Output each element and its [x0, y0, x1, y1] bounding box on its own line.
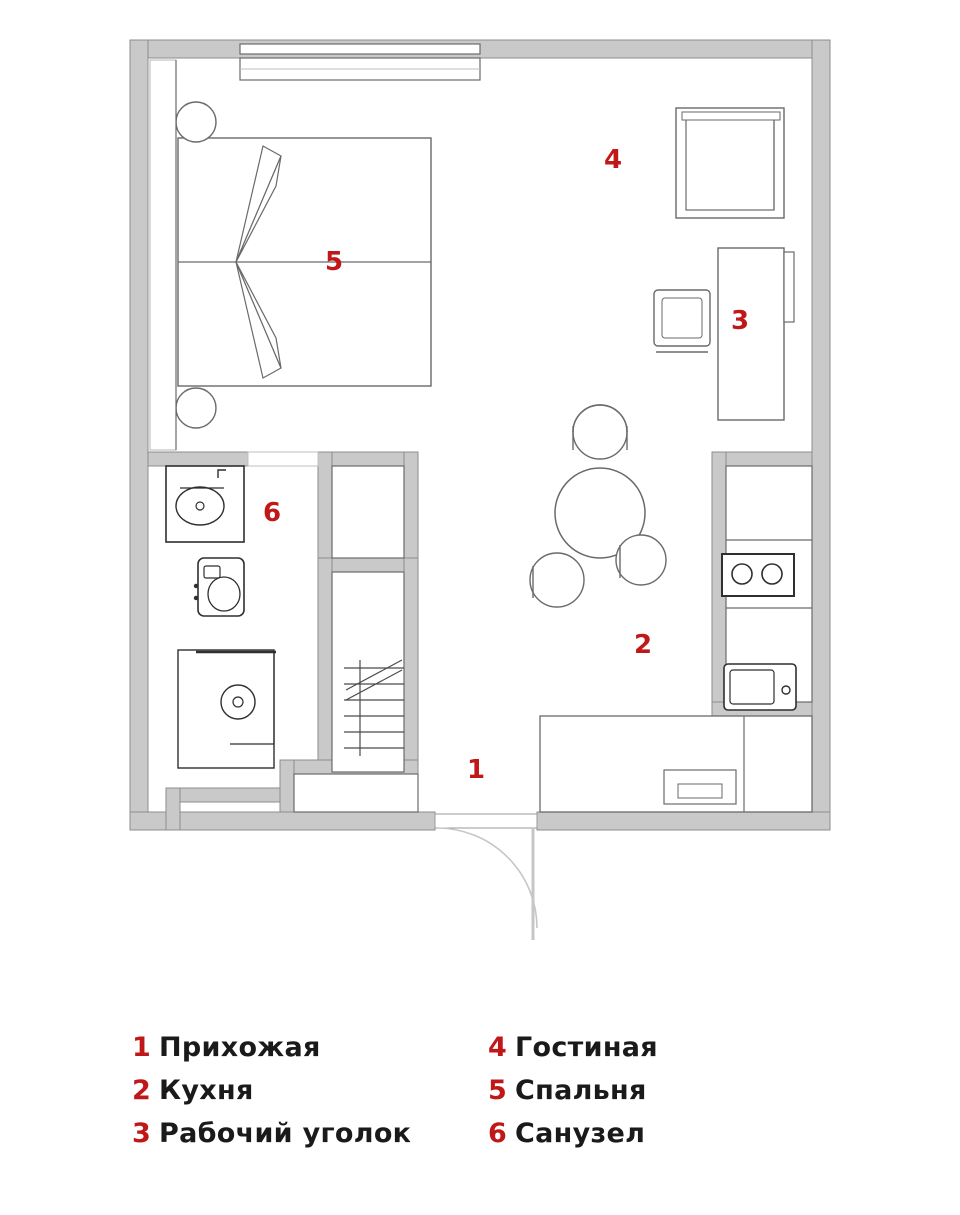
legend	[0, 1010, 960, 1215]
legend-label: Прихожая	[159, 1032, 321, 1063]
legend-number: 1	[132, 1032, 151, 1063]
legend-number: 5	[488, 1075, 507, 1106]
workspace-furniture	[654, 248, 794, 420]
legend-label: Санузел	[515, 1118, 646, 1149]
room-marker-5: 5	[324, 247, 344, 277]
dining-set	[530, 405, 666, 607]
legend-item	[132, 1032, 411, 1075]
room-marker-6: 6	[262, 498, 282, 528]
room-marker-4: 4	[603, 145, 623, 175]
legend-item	[488, 1118, 658, 1161]
legend-label: Кухня	[159, 1075, 254, 1106]
legend-label: Спальня	[515, 1075, 647, 1106]
legend-number: 6	[488, 1118, 507, 1149]
room-marker-1: 1	[466, 755, 486, 785]
bathroom-fixtures	[166, 452, 318, 768]
legend-label: Гостиная	[515, 1032, 658, 1063]
window-top	[240, 44, 480, 80]
room-marker-2: 2	[633, 630, 653, 660]
legend-item	[132, 1075, 411, 1118]
bedroom-furniture	[150, 60, 431, 450]
legend-column-right	[488, 1032, 658, 1161]
legend-label: Рабочий уголок	[159, 1118, 412, 1149]
legend-number: 2	[132, 1075, 151, 1106]
legend-item	[488, 1075, 658, 1118]
legend-item	[488, 1032, 658, 1075]
room-marker-3: 3	[730, 306, 750, 336]
legend-column-left	[132, 1032, 411, 1161]
living-room-furniture	[676, 108, 784, 218]
legend-number: 3	[132, 1118, 151, 1149]
legend-item	[132, 1118, 411, 1161]
legend-number: 4	[488, 1032, 507, 1063]
entry-door	[435, 814, 537, 940]
